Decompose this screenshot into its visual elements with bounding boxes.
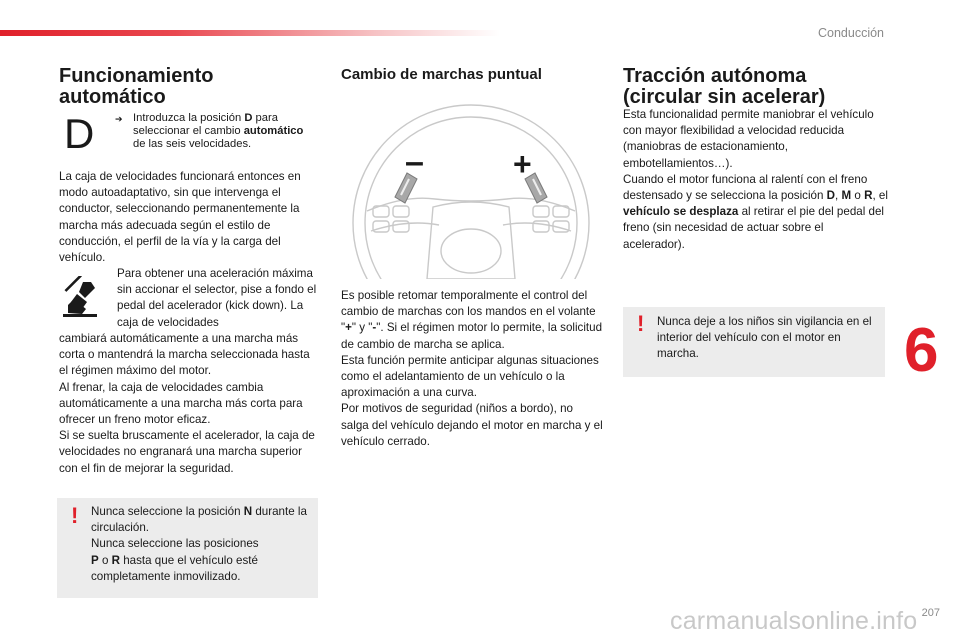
section-title-manual-shift: Cambio de marchas puntual xyxy=(341,66,542,83)
steering-wheel-paddles-illustration xyxy=(345,103,597,279)
chapter-title: Conducción xyxy=(817,26,884,40)
warning-text: Nunca deje a los niños sin vigilancia en el interior del vehículo con el motor en marcha. xyxy=(657,315,872,361)
kick-down-description: Para obtener una aceleración máxima sin accionar el selector, pise a fondo el pedal del acelerador (kick down). La caja de velocidades xyxy=(117,267,317,329)
creep-description: Esta funcionalidad permite maniobrar el vehículo con mayor flexibilidad a velocidad reducida (maniobras de estacionamiento, embotellamientos…). Cuando el motor funciona al ralentí con el freno destensado y se selecciona la posición D, M o R, el vehículo se desplaza al retirar el pie del pedal del freno (sin necesidad de actuar sobre el acelerador). xyxy=(623,108,888,251)
gearbox-behavior: cambiará automáticamente a una marcha más corta o mantendrá la marcha seleccionada hasta el régimen máximo del motor. Al frenar, la caja de velocidades cambia automáticamente a una marcha más corta para ofrecer un freno motor eficaz. Si se suelta bruscamente el acelerador, la caja de velocidades no engranará una marcha superior con el fin de mejorar la seguridad. xyxy=(59,332,315,475)
step-instruction: Introduzca la posición D para seleccionar el cambio automático de las seis velocidades. xyxy=(133,112,304,151)
manual-shift-description: Es posible retomar temporalmente el control del cambio de marchas con los mandos en el volante "+" y "-". Si el régimen motor lo permite, la solicitud de cambio de marcha se aplica. Esta función permite anticipar algunas situaciones como el adelantamiento de un vehículo o la aproximación a una curva. Por motivos de seguridad (niños a bordo), no salga del vehículo dejando el motor en marcha y el vehículo cerrado. xyxy=(341,289,603,448)
section-title-automatic: Funcionamiento automático xyxy=(59,65,214,108)
warning-icon: ! xyxy=(71,503,79,528)
warning-box-children xyxy=(623,307,885,377)
chapter-number: 6 xyxy=(904,316,939,385)
section-title-creep: Tracción autónoma (circular sin acelerar) xyxy=(623,65,826,108)
page-number: 207 xyxy=(921,607,940,619)
warning-text: Nunca seleccione la posición N durante la circulación. Nunca seleccione las posiciones P o R hasta que el vehículo esté completamente inmovilizado. xyxy=(91,505,307,583)
warning-icon: ! xyxy=(637,311,645,336)
warning-box-neutral xyxy=(57,498,318,598)
paddle-minus-label: – xyxy=(405,143,424,181)
watermark: carmanualsonline.info xyxy=(670,607,918,635)
automatic-description: La caja de velocidades funcionará entonces en modo autoadaptativo, sin que intervenga el conductor, seleccionando permanentemente la marcha más adecuada según el estilo de conducción, el perfil de la vía y la carga del vehículo. xyxy=(59,170,301,265)
step-arrow-icon: ➔ xyxy=(115,114,123,124)
kick-down-pedal-icon xyxy=(60,276,102,318)
header-accent-bar xyxy=(0,30,500,36)
gear-position-d-symbol: D xyxy=(64,110,95,157)
paddle-plus-label: + xyxy=(513,146,532,182)
